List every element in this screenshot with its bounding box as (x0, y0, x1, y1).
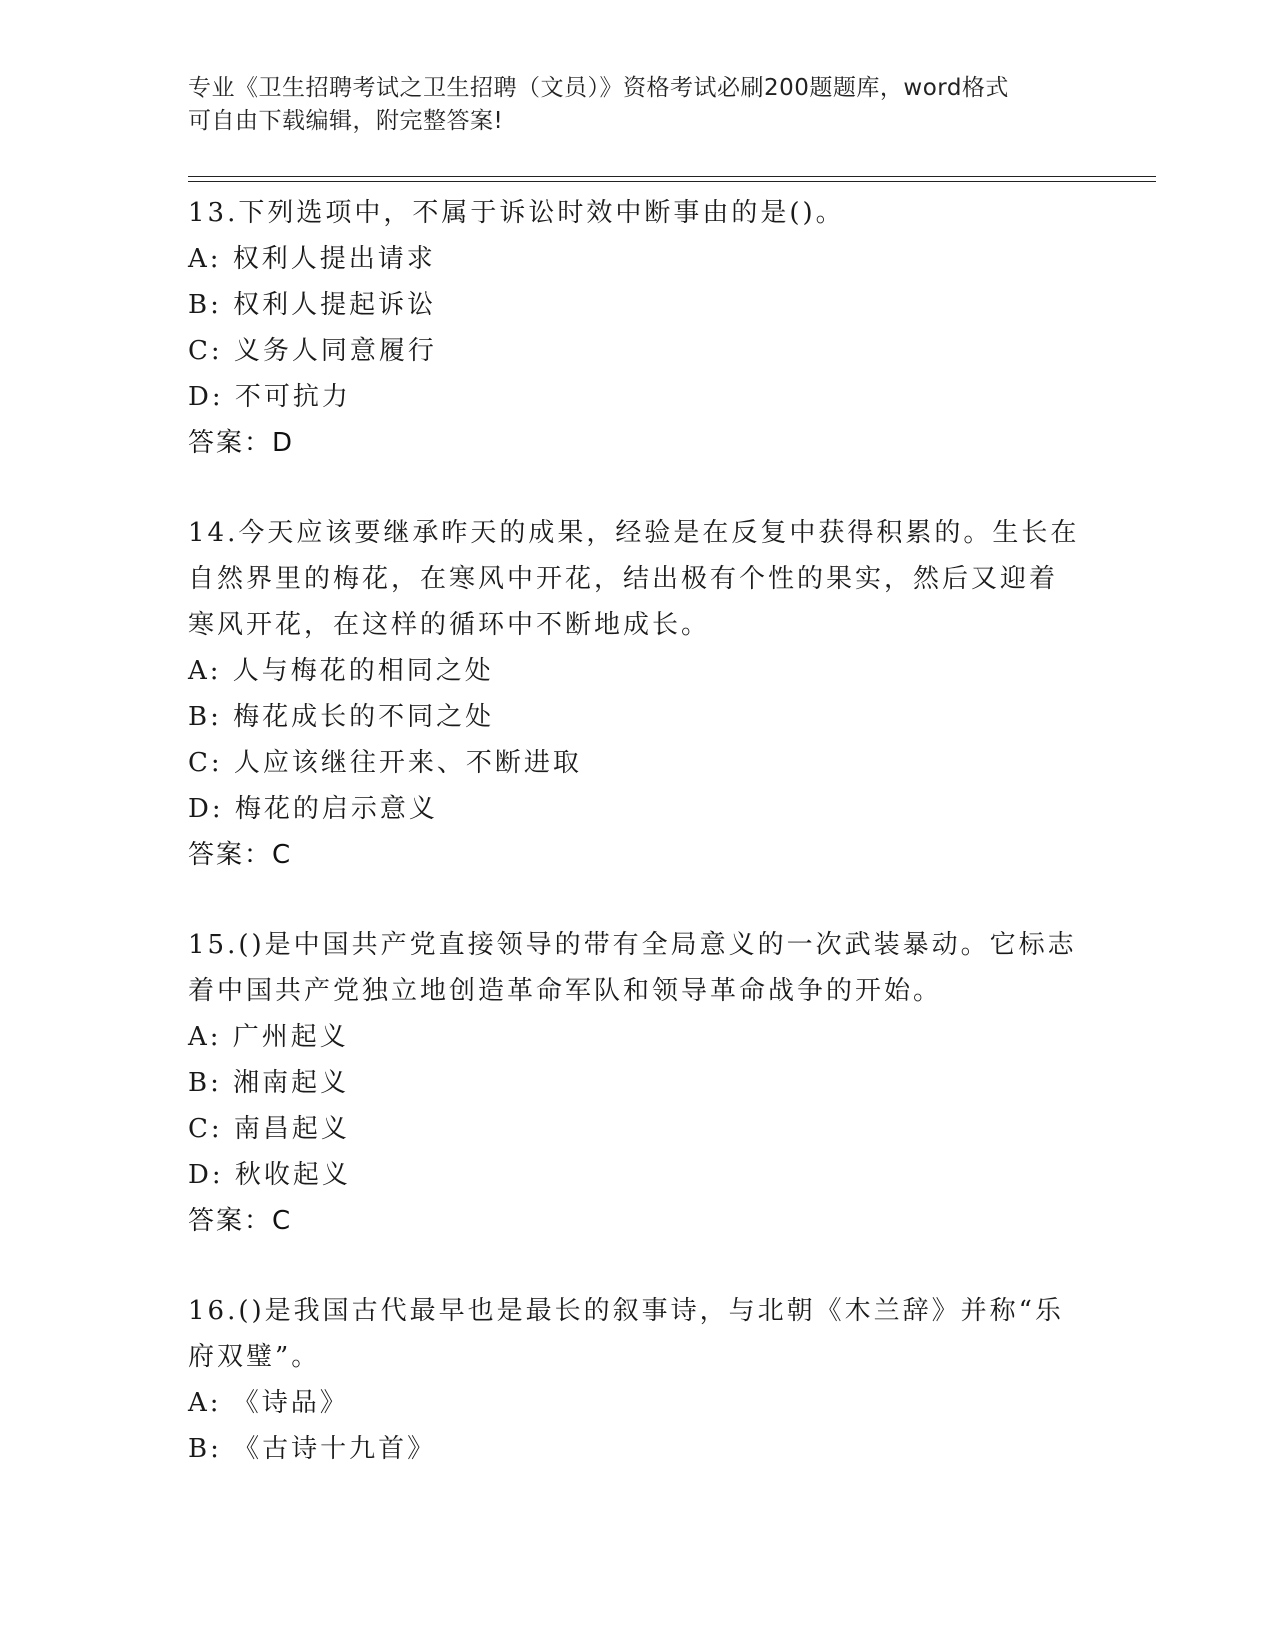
option-a: A: 广州起义 (188, 1022, 349, 1052)
question-13 (188, 190, 1088, 466)
stem-line: 16.()是我国古代最早也是最长的叙事诗，与北朝《木兰辞》并称“乐 (188, 1296, 1064, 1326)
answer-key: 答案：D (188, 428, 295, 458)
question-stem (188, 1288, 1088, 1380)
question-list (188, 190, 1088, 1516)
stem-line: 13.下列选项中，不属于诉讼时效中断事由的是()。 (188, 198, 845, 228)
question-stem (188, 190, 1088, 236)
stem-line: 自然界里的梅花，在寒风中开花，结出极有个性的果实，然后又迎着 (188, 564, 1059, 594)
option-d: D: 秋收起义 (188, 1160, 351, 1190)
stem-line: 府双璧”。 (188, 1342, 321, 1372)
question-16 (188, 1288, 1088, 1472)
document-header (188, 72, 1088, 138)
question-14 (188, 510, 1088, 878)
stem-line: 寒风开花，在这样的循环中不断地成长。 (188, 610, 711, 640)
header-divider-top (188, 176, 1156, 177)
stem-line: 着中国共产党独立地创造革命军队和领导革命战争的开始。 (188, 976, 943, 1006)
header-line-1: 专业《卫生招聘考试之卫生招聘（文员）》资格考试必刷200题题库，word格式 (188, 75, 1009, 101)
option-d: D: 梅花的启示意义 (188, 794, 438, 824)
stem-line: 14.今天应该要继承昨天的成果，经验是在反复中获得积累的。生长在 (188, 518, 1080, 548)
option-c: C: 南昌起义 (188, 1114, 350, 1144)
option-a: A: 权利人提出请求 (188, 244, 436, 274)
option-d: D: 不可抗力 (188, 382, 351, 412)
answer-key: 答案：C (188, 840, 293, 870)
header-divider-bottom (188, 181, 1156, 182)
question-stem (188, 510, 1088, 648)
answer-key: 答案：C (188, 1206, 293, 1236)
option-b: B: 梅花成长的不同之处 (188, 702, 495, 732)
option-a: A: 人与梅花的相同之处 (188, 656, 494, 686)
question-stem (188, 922, 1088, 1014)
header-line-2: 可自由下载编辑，附完整答案! (188, 108, 504, 134)
option-c: C: 义务人同意履行 (188, 336, 437, 366)
stem-line: 15.()是中国共产党直接领导的带有全局意义的一次武装暴动。它标志 (188, 930, 1077, 960)
option-b: B: 湘南起义 (188, 1068, 350, 1098)
option-c: C: 人应该继往开来、不断进取 (188, 748, 582, 778)
option-b: B: 权利人提起诉讼 (188, 290, 437, 320)
question-15 (188, 922, 1088, 1244)
option-b: B: 《古诗十九首》 (188, 1434, 437, 1464)
option-a: A: 《诗品》 (188, 1388, 349, 1418)
